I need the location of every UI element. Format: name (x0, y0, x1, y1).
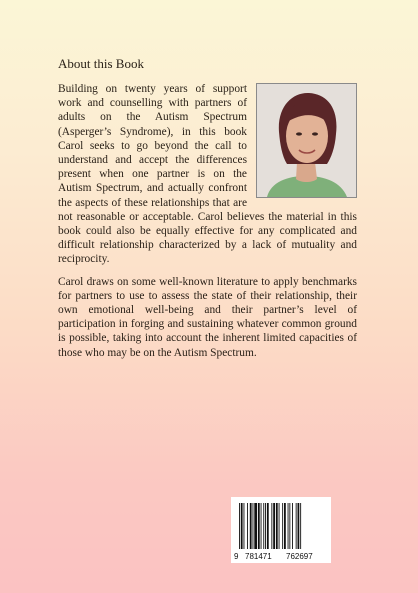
barcode (231, 497, 331, 563)
barcode-bar (284, 503, 286, 549)
barcode-bar (265, 503, 266, 549)
barcode-bar (244, 503, 245, 549)
barcode-bar (247, 503, 248, 549)
paragraph: Carol draws on some well-known literature to apply benchmarks for partners to use to assess the state of their relationship, their own emotional well-being and their partner’s level of participation in forging and sustaining whatever common ground is possible, taking into account the inherent limited capacities of those who may be on the Autism Spectrum. (58, 275, 357, 359)
barcode-bar (288, 503, 289, 549)
author-photo (256, 83, 357, 198)
barcode-bar (239, 503, 240, 549)
barcode-bar (298, 503, 300, 549)
barcode-bar (276, 503, 278, 549)
barcode-bar (241, 503, 243, 549)
barcode-bar (263, 503, 264, 549)
barcode-graphic (231, 497, 331, 563)
barcode-bar (250, 503, 252, 549)
barcode-bar (289, 503, 290, 549)
barcode-bar (282, 503, 283, 549)
barcode-bar (292, 503, 293, 549)
section-heading: About this Book (58, 56, 144, 71)
barcode-bar (261, 503, 262, 549)
barcode-bar (300, 503, 301, 549)
book-description (58, 82, 357, 368)
barcode-bar (271, 503, 272, 549)
barcode-bar (253, 503, 254, 549)
barcode-digits-left: 781471 (245, 552, 272, 561)
author-portrait-illustration (257, 84, 356, 197)
barcode-bar (296, 503, 297, 549)
barcode-bars (239, 503, 301, 549)
barcode-bar (273, 503, 275, 549)
barcode-bar (254, 503, 257, 549)
barcode-bar (267, 503, 269, 549)
barcode-bar (279, 503, 280, 549)
barcode-digits-right: 762697 (286, 552, 313, 561)
barcode-bar (258, 503, 260, 549)
paragraph: Building on twenty years of support work and counselling with partners of adults on the Autism Spectrum (Asperger’s Syndrome), in this book Carol seeks to go beyond the call to understand and accept the differences present when one partner is on the Autism Spectrum, and actually confront the aspects of these relationships that are not reasonable or acceptable. Carol believes the material in this book could also be equally effective for any complicated and difficult relationship characterized by a lack of mutuality and reciprocity. (58, 83, 357, 266)
barcode-lead-digit: 9 (234, 552, 239, 561)
